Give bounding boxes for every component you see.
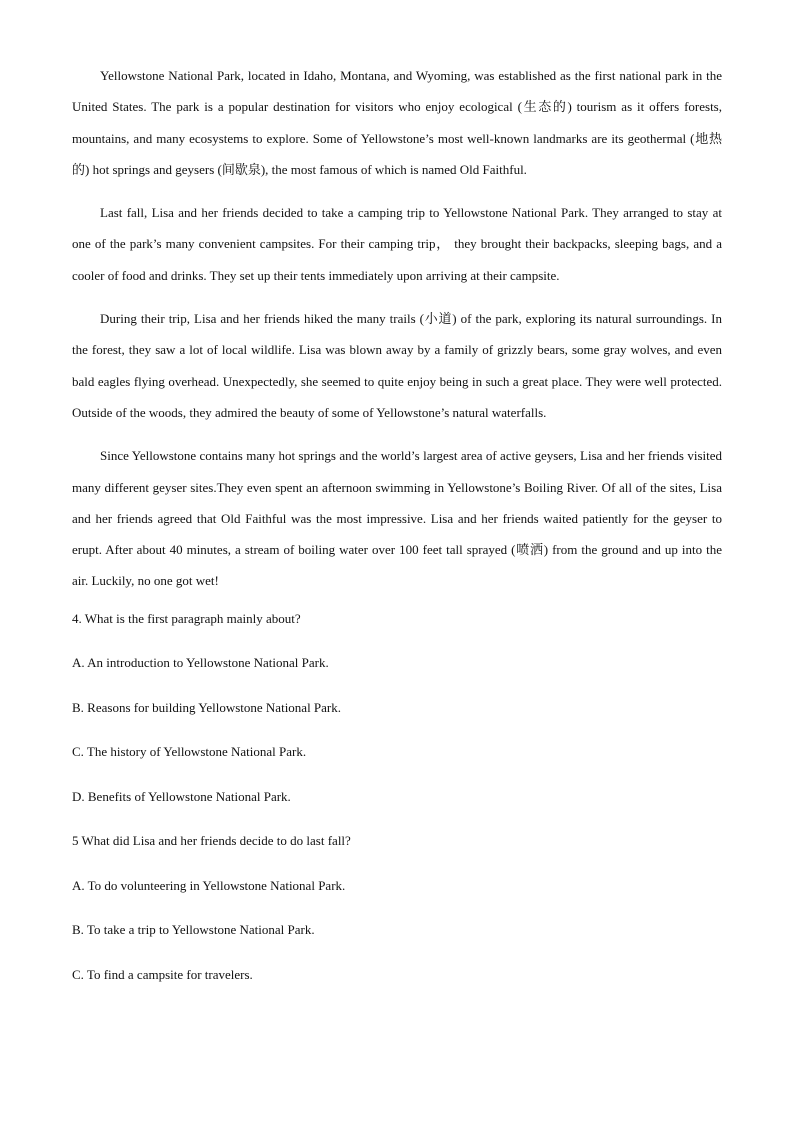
document-content: [72, 60, 722, 985]
question-stem: 4. What is the first paragraph mainly about?: [72, 610, 301, 626]
answer-option-d: D. Benefits of Yellowstone National Park.: [72, 788, 291, 804]
answer-option-a: A. An introduction to Yellowstone National Park.: [72, 655, 329, 671]
answer-option-b: B. Reasons for building Yellowstone National Park.: [72, 699, 342, 715]
question-5: [72, 831, 722, 985]
answer-option-b: B. To take a trip to Yellowstone National Park.: [72, 922, 315, 938]
passage-paragraph-1: Yellowstone National Park, located in Idaho, Montana, and Wyoming, was established as the first national park in the United States. The park is a popular destination for visitors who enjoy ecological (生态的) tourism as it offers forests, mountains, and many ecosystems to explore. Some of Yellowstone’s most well-known landmarks are its geothermal (地热的) hot springs and geysers (间歇泉), the most famous of which is named Old Faithful.: [72, 68, 722, 177]
passage-paragraph-4: Since Yellowstone contains many hot springs and the world’s largest area of active geysers, Lisa and her friends visited many different geyser sites.They even spent an afternoon swimming in Yellowstone’s Boiling River. Of all of the sites, Lisa and her friends agreed that Old Faithful was the most impressive. Lisa and her friends waited patiently for the geyser to erupt. After about 40 minutes, a stream of boiling water over 100 feet tall sprayed (喷洒) from the ground and up into the air. Luckily, no one got wet!: [72, 448, 722, 589]
answer-option-c: C. To find a campsite for travelers.: [72, 966, 253, 982]
passage-paragraph-3: During their trip, Lisa and her friends hiked the many trails (小道) of the park, exploring its natural surroundings. In the forest, they saw a lot of local wildlife. Lisa was blown away by a family of grizzly bears, some gray wolves, and even bald eagles flying overhead. Unexpectedly, she seemed to quite enjoy being in such a great place. They were well protected. Outside of the woods, they admired the beauty of some of Yellowstone’s natural waterfalls.: [72, 311, 722, 420]
question-4: [72, 609, 722, 832]
passage-paragraph-2: Last fall, Lisa and her friends decided to take a camping trip to Yellowstone National Park. They arranged to stay at one of the park’s many convenient campsites. For their camping trip， they brought their backpacks, sleeping bags, and a cooler of food and drinks. They set up their tents immediately upon arriving at their campsite.: [72, 205, 722, 283]
question-stem: 5 What did Lisa and her friends decide to do last fall?: [72, 833, 351, 849]
reading-passage: [72, 60, 722, 597]
answer-option-a: A. To do volunteering in Yellowstone National Park.: [72, 877, 346, 893]
answer-option-c: C. The history of Yellowstone National Park.: [72, 744, 307, 760]
